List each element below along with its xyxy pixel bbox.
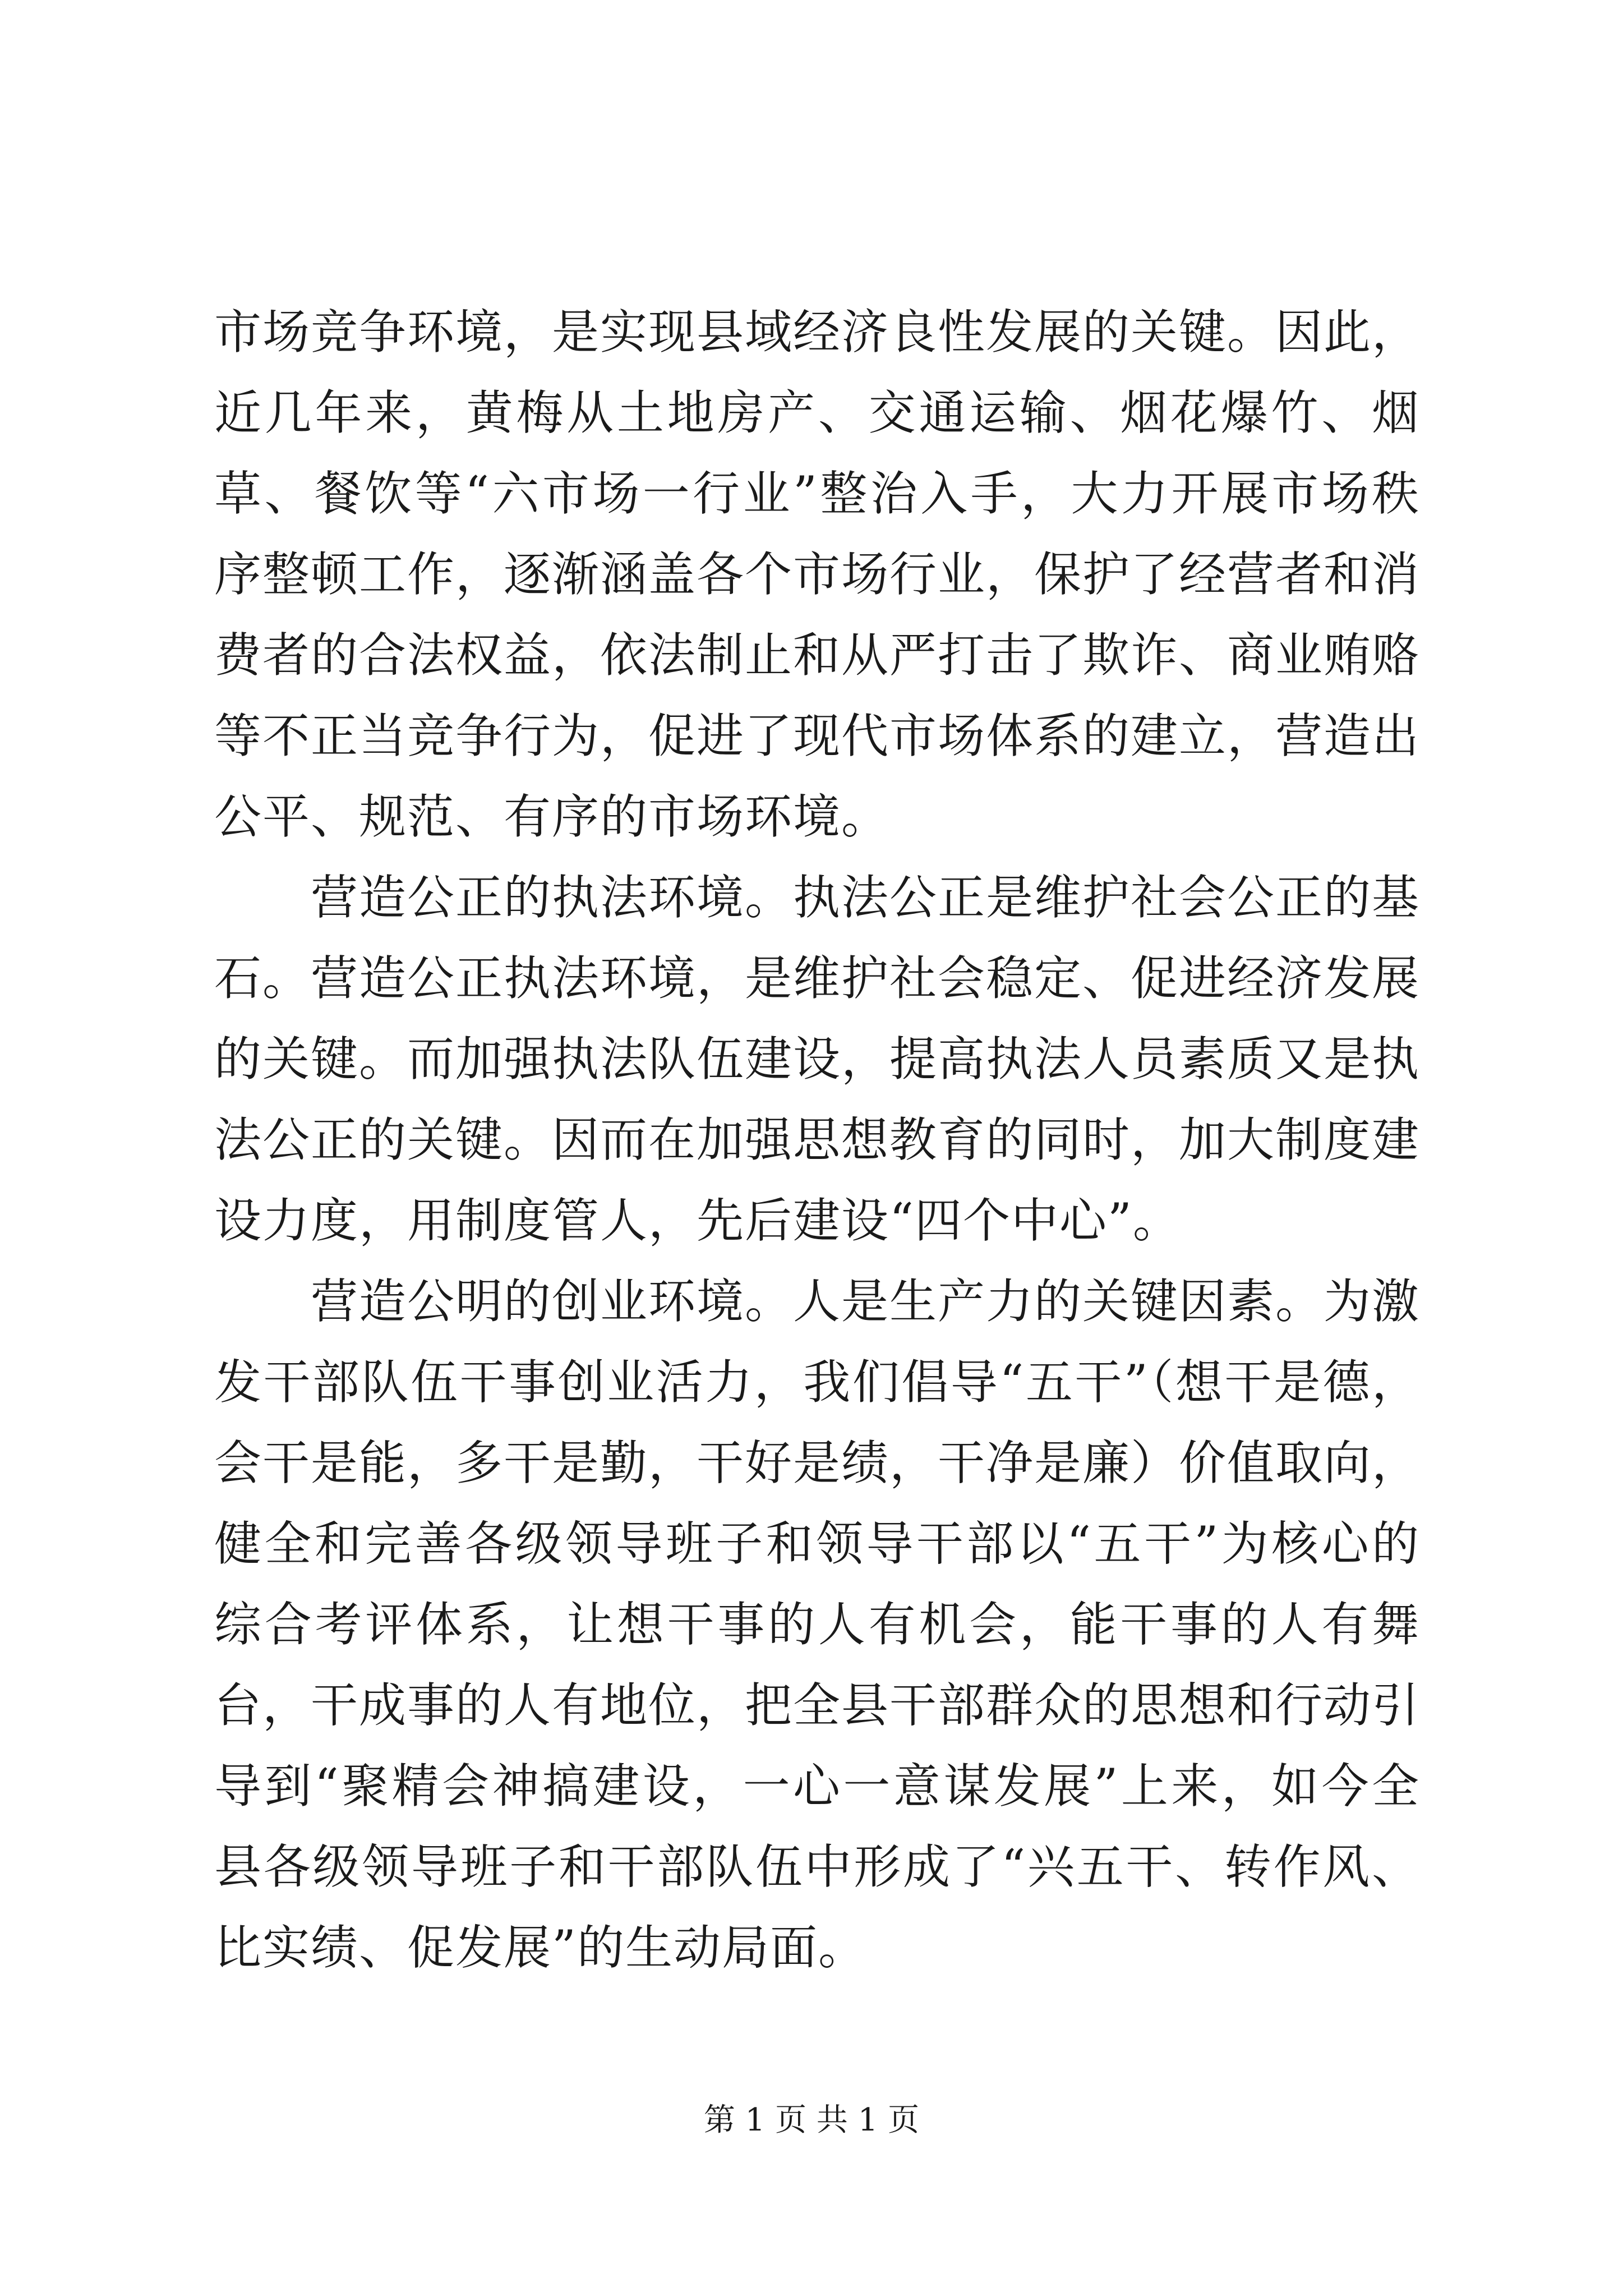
paragraph-entrepreneurship-environment: 营造公明的创业环境。人是生产力的关键因素。为激发干部队伍干事创业活力，我们倡导“五干”（想干是德，会干是能，多干是勤，干好是绩，干净是廉）价值取向，健全和完善各级领导班子和领导干部以“五干”为核心的综合考评体系，让想干事的人有机会，能干事的人有舞台，干成事的人有地位，把全县干部群众的思想和行动引导到“聚精会神搞建设，一心一意谋发展”上来，如今全县各级领导班子和干部队伍中形成了“兴五干、转作风、比实绩、促发展”的生动局面。 [214,1274,1421,1975]
document-body [214,292,1420,1988]
paragraph-law-enforcement-environment: 营造公正的执法环境。执法公正是维护社会公正的基石。营造公正执法环境，是维护社会稳定、促进经济发展的关键。而加强执法队伍建设，提高执法人员素质又是执法公正的关键。因而在加强思想教育的同时，加大制度建设力度，用制度管人，先后建设“四个中心”。 [214,870,1421,1248]
page-number-footer: 第 1 页 共 1 页 [703,2102,920,2138]
paragraph-market-environment: 市场竞争环境，是实现县域经济良性发展的关键。因此，近几年来，黄梅从土地房产、交通运输、烟花爆竹、烟草、餐饮等“六市场一行业”整治入手，大力开展市场秩序整顿工作，逐渐涵盖各个市场行业，保护了经营者和消费者的合法权益，依法制止和从严打击了欺诈、商业贿赂等不正当竞争行为，促进了现代市场体系的建立，营造出公平、规范、有序的市场环境。 [214,305,1421,844]
